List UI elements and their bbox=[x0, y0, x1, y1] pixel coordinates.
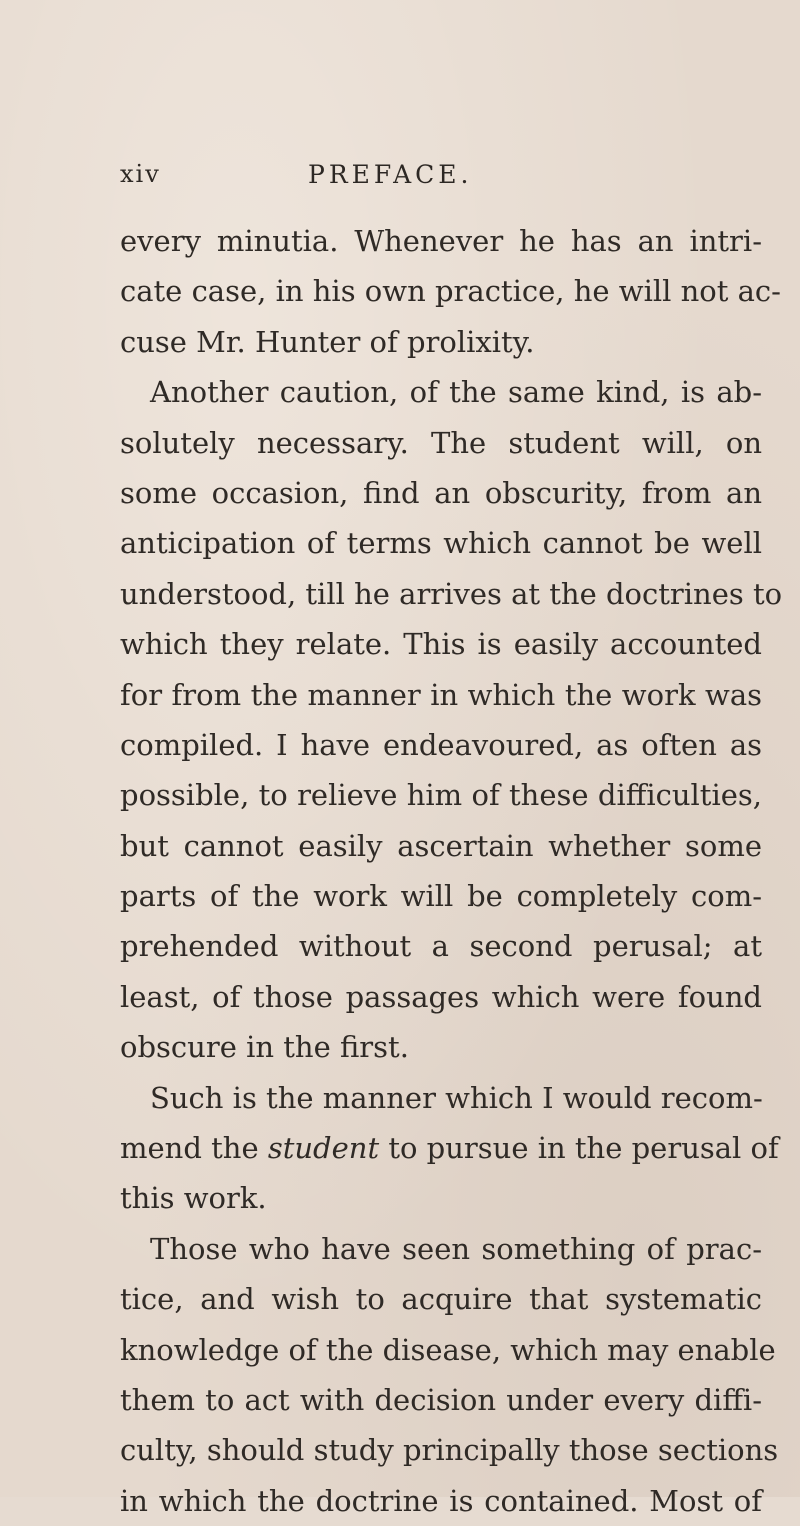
text-line: least, of those passages which were found bbox=[120, 979, 762, 1014]
text-line: cate case, in his own practice, he will not ac- bbox=[120, 274, 781, 309]
text-line: knowledge of the disease, which may enable bbox=[120, 1332, 776, 1367]
text-line: tice, and wish to acquire that systematic bbox=[120, 1282, 762, 1317]
text-line: for from the manner in which the work was bbox=[120, 677, 762, 712]
text-line: culty, should study principally those sections bbox=[120, 1433, 779, 1468]
text-line: possible, to relieve him of these difficulties, bbox=[120, 778, 762, 813]
text-line: parts of the work will be completely com- bbox=[120, 879, 762, 914]
text-line: anticipation of terms which cannot be well bbox=[120, 526, 762, 561]
paragraph-start: Such is the manner which I would recom- bbox=[150, 1080, 763, 1115]
text-line: some occasion, find an obscurity, from an bbox=[120, 475, 762, 510]
paragraph-start: Those who have seen something of prac- bbox=[150, 1231, 762, 1266]
text-line: every minutia. Whenever he has an intri- bbox=[120, 224, 762, 258]
running-title: PREFACE. bbox=[308, 160, 473, 189]
text-line bbox=[120, 1123, 779, 1173]
text-line: compiled. I have endeavoured, as often as bbox=[120, 727, 762, 762]
body-text bbox=[120, 216, 783, 1526]
paragraph-start: Another caution, of the same kind, is ab- bbox=[150, 375, 762, 410]
text-line: this work. bbox=[120, 1181, 267, 1216]
text-line: which they relate. This is easily accounted bbox=[120, 627, 762, 662]
text-line: but cannot easily ascertain whether some bbox=[120, 828, 762, 863]
page-number: xiv bbox=[120, 160, 161, 188]
text-segment: to pursue in the perusal of bbox=[379, 1131, 779, 1166]
running-head bbox=[120, 160, 760, 200]
text-line: cuse Mr. Hunter of prolixity. bbox=[120, 324, 535, 359]
text-line: them to act with decision under every diffi- bbox=[120, 1382, 762, 1417]
text-line: in which the doctrine is contained. Most of bbox=[120, 1483, 762, 1518]
text-line: obscure in the first. bbox=[120, 1030, 409, 1065]
text-line: prehended without a second perusal; at bbox=[120, 929, 762, 964]
text-segment: mend the bbox=[120, 1131, 268, 1166]
text-line: solutely necessary. The student will, on bbox=[120, 425, 762, 460]
emphasized-word: student bbox=[267, 1131, 380, 1166]
text-line: understood, till he arrives at the doctrines to bbox=[120, 576, 783, 611]
